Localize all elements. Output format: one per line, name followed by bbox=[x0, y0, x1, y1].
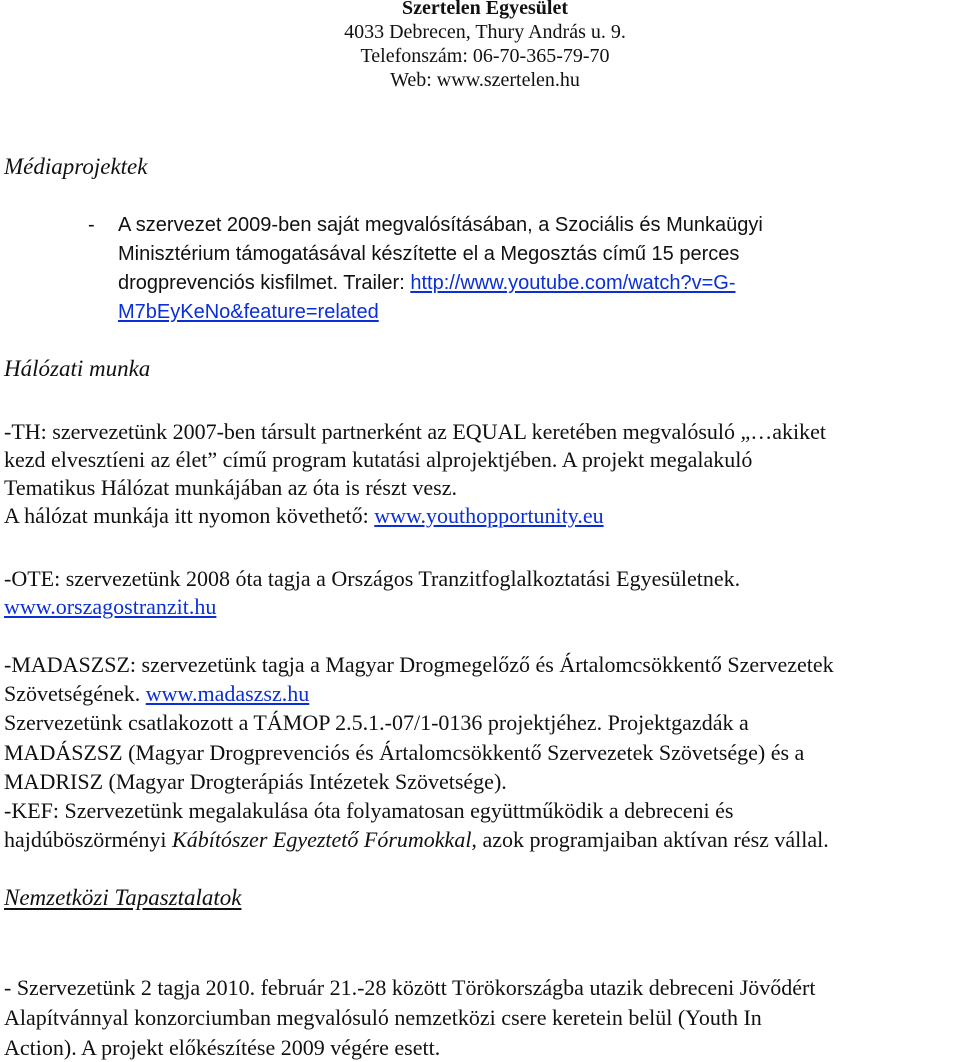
media-line-1: A szervezet 2009-ben saját megvalósításában, a Szociális és Munkaügyi bbox=[118, 214, 763, 236]
kef-line-2 bbox=[4, 826, 829, 854]
tamop-line-1: Szervezetünk csatlakozott a TÁMOP 2.5.1.-07/1-0136 projektjéhez. Projektgazdák a bbox=[4, 710, 749, 735]
madaszsz-line-2-text: Szövetségének. bbox=[4, 681, 146, 706]
kef-line-1: -KEF: Szervezetünk megalakulása óta folyamatosan együttműködik a debreceni és bbox=[4, 798, 734, 823]
international-line-1: - Szervezetünk 2 tagja 2010. február 21.-28 között Törökországba utazik debreceni Jövődért bbox=[4, 975, 816, 1000]
kef-line-2-tail: azok programjaiban aktívan rész vállal. bbox=[476, 827, 829, 852]
tamop-line-2: MADÁSZSZ (Magyar Drogprevenciós és Ártalomcsökkentő Szervezetek Szövetsége) és a bbox=[4, 740, 805, 765]
network-heading: Hálózati munka bbox=[4, 356, 151, 381]
org-web: Web: www.szertelen.hu bbox=[390, 69, 580, 91]
media-line-3-text: drogprevenciós kisfilmet. Trailer: bbox=[118, 272, 411, 294]
international-heading: Nemzetközi Tapasztalatok bbox=[4, 885, 242, 910]
kef-line-2-text: hajdúböszörményi bbox=[4, 827, 173, 852]
media-line-2: Minisztérium támogatásával készítette el a Megosztás című 15 perces bbox=[118, 243, 740, 265]
org-address: 4033 Debrecen, Thury András u. 9. bbox=[344, 21, 626, 43]
media-bullet: - bbox=[88, 214, 95, 236]
madaszsz-line-1: -MADASZSZ: szervezetünk tagja a Magyar Drogmegelőző és Ártalomcsökkentő Szervezetek bbox=[4, 652, 834, 677]
tamop-line-3: MADRISZ (Magyar Drogterápiás Intézetek Szövetsége). bbox=[4, 769, 507, 794]
th-line-3: Tematikus Hálózat munkájában az óta is részt vesz. bbox=[4, 475, 457, 500]
youtube-link-part-1[interactable]: http://www.youtube.com/watch?v=G- bbox=[410, 272, 736, 294]
madaszsz-link[interactable]: www.madaszsz.hu bbox=[145, 681, 310, 706]
th-line-4 bbox=[4, 502, 604, 530]
kef-forum-name: Kábítószer Egyeztető Fórumokkal, bbox=[172, 827, 477, 852]
th-line-4-text: A hálózat munkája itt nyomon követhető: bbox=[4, 503, 375, 528]
international-line-2: Alapítvánnyal konzorciumban megvalósuló nemzetközi csere keretein belül (Youth In bbox=[4, 1005, 762, 1030]
media-line-3 bbox=[118, 269, 735, 297]
ote-line-2 bbox=[4, 593, 216, 621]
org-name: Szertelen Egyesület bbox=[401, 0, 569, 19]
international-line-3: Action). A projekt előkészítése 2009 végére esett. bbox=[4, 1035, 441, 1060]
th-line-1: -TH: szervezetünk 2007-ben társult partnerként az EQUAL keretében megvalósuló „…akiket bbox=[4, 419, 827, 444]
youthopportunity-link[interactable]: www.youthopportunity.eu bbox=[374, 503, 604, 528]
media-line-4 bbox=[118, 298, 379, 326]
youtube-link-part-2[interactable]: M7bEyKeNo&feature=related bbox=[118, 301, 379, 323]
org-phone: Telefonszám: 06-70-365-79-70 bbox=[360, 45, 610, 67]
ote-line-1: -OTE: szervezetünk 2008 óta tagja a Országos Tranzitfoglalkoztatási Egyesületnek. bbox=[4, 566, 741, 591]
madaszsz-line-2 bbox=[4, 680, 309, 708]
media-heading: Médiaprojektek bbox=[4, 154, 148, 179]
orszagostranzit-link[interactable]: www.orszagostranzit.hu bbox=[4, 594, 217, 619]
th-line-2: kezd elvesztíeni az élet” című program kutatási alprojektjében. A projekt megalakuló bbox=[4, 447, 753, 472]
